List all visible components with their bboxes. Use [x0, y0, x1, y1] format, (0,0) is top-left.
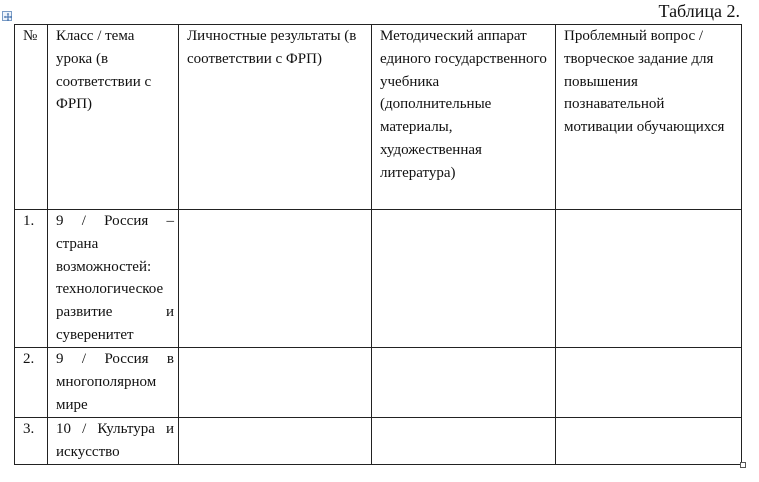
- row-number: 1.: [15, 210, 48, 348]
- row-question-cell[interactable]: [556, 348, 742, 418]
- row-question-cell[interactable]: [556, 210, 742, 348]
- row-topic: 9 / Россия – страна возможностей: технологическое развитие и суверенитет: [48, 210, 179, 348]
- row-results-cell[interactable]: [179, 348, 372, 418]
- row-results-cell[interactable]: [179, 418, 372, 465]
- row-number: 2.: [15, 348, 48, 418]
- header-methodical-apparatus: Методический аппарат единого государственного учебника (дополнительные материалы, художественная литература): [372, 25, 556, 210]
- row-topic: 9 / Россия в многополярном мире: [48, 348, 179, 418]
- row-apparatus-cell[interactable]: [372, 418, 556, 465]
- header-problem-question: Проблемный вопрос / творческое задание для повышения познавательной мотивации обучающихся: [556, 25, 742, 210]
- table-row: [15, 348, 742, 418]
- header-topic: Класс / тема урока (в соответствии с ФРП): [48, 25, 179, 210]
- header-personal-results: Личностные результаты (в соответствии с ФРП): [179, 25, 372, 210]
- row-number: 3.: [15, 418, 48, 465]
- row-apparatus-cell[interactable]: [372, 210, 556, 348]
- table-row: [15, 210, 742, 348]
- row-topic: 10 / Культура и искусство: [48, 418, 179, 465]
- table-caption: Таблица 2.: [658, 1, 740, 21]
- table-header-row: [15, 25, 742, 210]
- table-row: [15, 418, 742, 465]
- table-move-handle-icon[interactable]: [2, 11, 12, 21]
- row-results-cell[interactable]: [179, 210, 372, 348]
- table-resize-handle-icon[interactable]: [740, 462, 746, 468]
- lesson-table: [14, 24, 742, 465]
- row-question-cell[interactable]: [556, 418, 742, 465]
- header-number: №: [15, 25, 48, 210]
- row-apparatus-cell[interactable]: [372, 348, 556, 418]
